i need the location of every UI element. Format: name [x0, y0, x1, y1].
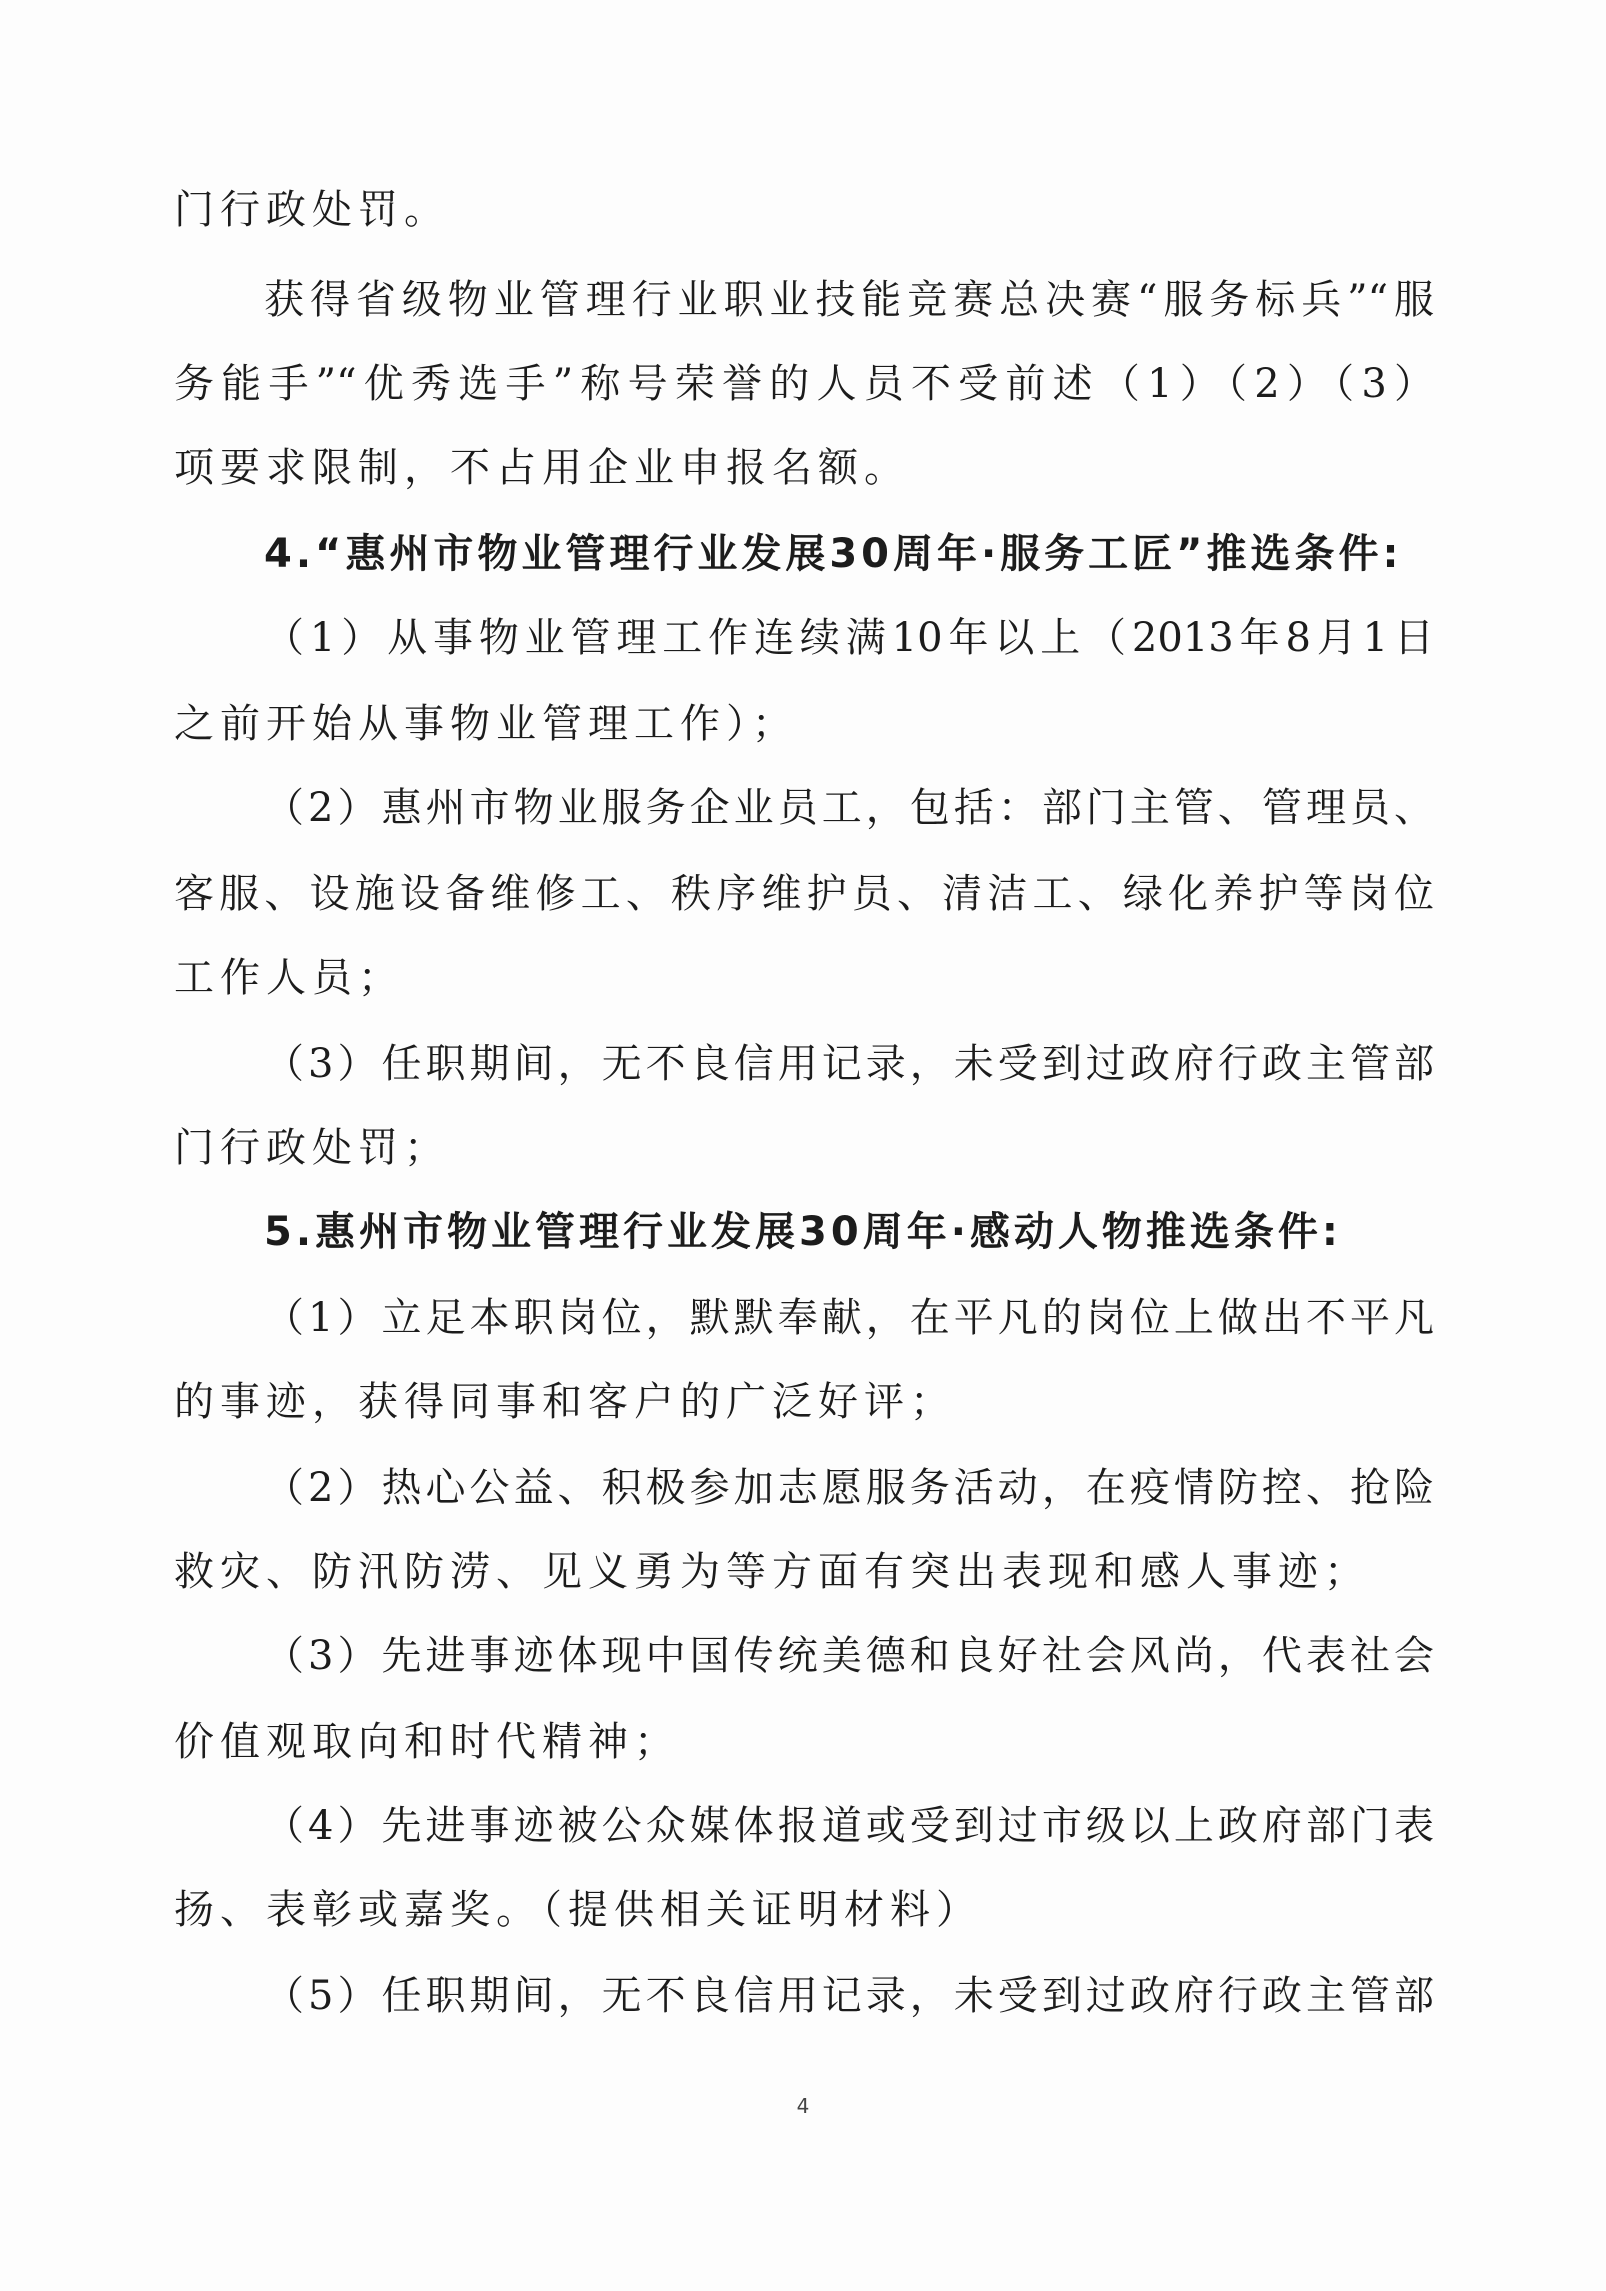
- text-line: 之前开始从事物业管理工作）；: [174, 701, 798, 747]
- text-line: 价值观取向和时代精神；: [174, 1719, 680, 1765]
- text-line: 客服、设施设备维修工、秩序维护员、清洁工、绿化养护等岗位: [174, 871, 1434, 917]
- text-line: 门行政处罚。: [174, 187, 450, 233]
- section-heading-touching-figure: 5.惠州市物业管理行业发展30周年·感动人物推选条件:: [264, 1209, 1342, 1255]
- text-line: 项要求限制，不占用企业申报名额。: [174, 445, 910, 491]
- text-line: 工作人员；: [174, 955, 404, 1001]
- text-line: 救灾、防汛防涝、见义勇为等方面有突出表现和感人事迹；: [174, 1549, 1370, 1595]
- paragraph-line: （3）任职期间，无不良信用记录，未受到过政府行政主管部: [264, 1041, 1434, 1087]
- page-number: 4: [796, 2094, 810, 2118]
- text-line: 务能手”“优秀选手”称号荣誉的人员不受前述（1）（2）（3）: [174, 361, 1434, 407]
- paragraph-line: （5）任职期间，无不良信用记录，未受到过政府行政主管部: [264, 1973, 1434, 2019]
- text-line: 的事迹，获得同事和客户的广泛好评；: [174, 1379, 956, 1425]
- text-line: 门行政处罚；: [174, 1125, 450, 1171]
- paragraph-line: （1）立足本职岗位，默默奉献，在平凡的岗位上做出不平凡: [264, 1295, 1434, 1341]
- section-heading-service-craftsman: 4.“惠州市物业管理行业发展30周年·服务工匠”推选条件:: [264, 531, 1403, 577]
- paragraph-line: （2）热心公益、积极参加志愿服务活动，在疫情防控、抢险: [264, 1465, 1434, 1511]
- paragraph-line: 获得省级物业管理行业职业技能竞赛总决赛“服务标兵”“服: [264, 277, 1434, 323]
- text-line: 扬、表彰或嘉奖。（提供相关证明材料）: [174, 1887, 982, 1933]
- paragraph-line: （1）从事物业管理工作连续满10年以上（2013年8月1日: [264, 615, 1434, 661]
- paragraph-line: （4）先进事迹被公众媒体报道或受到过市级以上政府部门表: [264, 1803, 1434, 1849]
- paragraph-line: （3）先进事迹体现中国传统美德和良好社会风尚，代表社会: [264, 1633, 1434, 1679]
- paragraph-line: （2）惠州市物业服务企业员工，包括：部门主管、管理员、: [264, 785, 1434, 831]
